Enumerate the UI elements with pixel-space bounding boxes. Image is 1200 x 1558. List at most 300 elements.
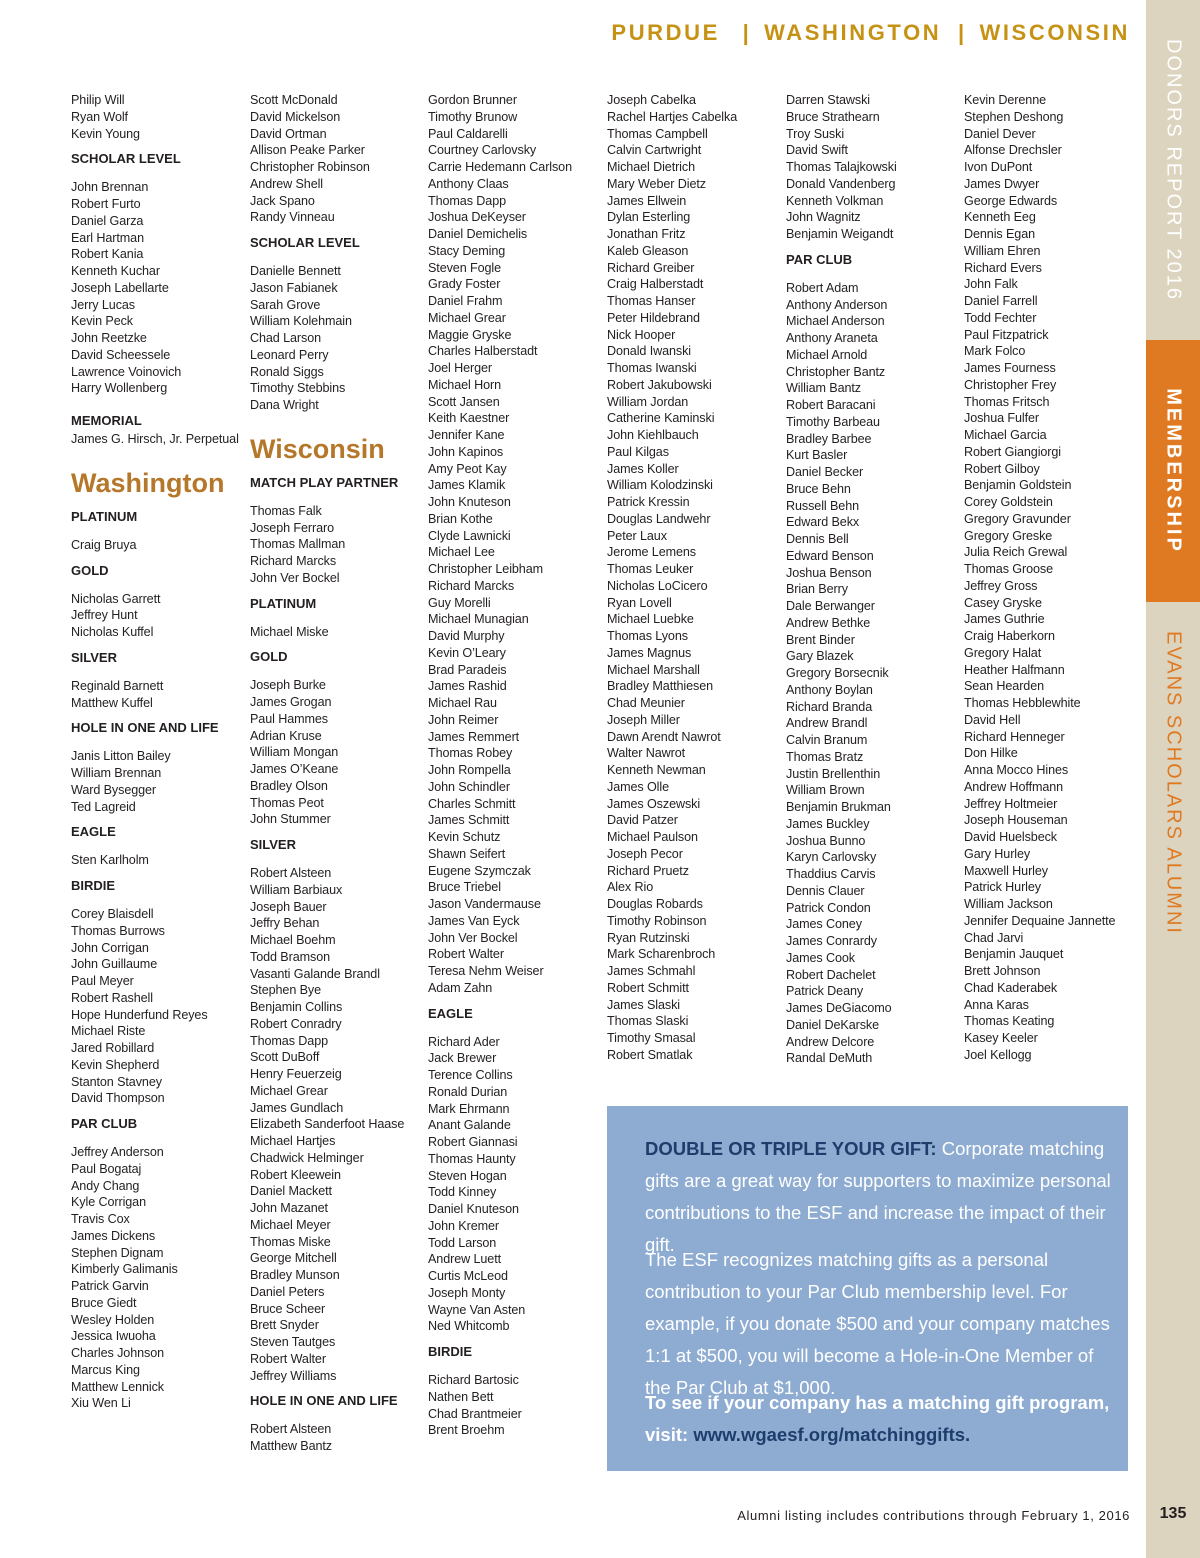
- donor-name: Patrick Condon: [786, 900, 871, 915]
- donor-name: Peter Laux: [607, 528, 667, 543]
- donor-name: Timothy Barbeau: [786, 414, 880, 429]
- donor-name: Catherine Kaminski: [607, 411, 715, 426]
- donor-name: James Gundlach: [250, 1100, 344, 1115]
- donor-name: John Falk: [964, 277, 1018, 292]
- donor-name: Janis Litton Bailey: [71, 749, 171, 764]
- page-header: [611, 20, 1130, 50]
- donor-name: Dennis Bell: [786, 532, 849, 546]
- donor-name: Kaleb Gleason: [607, 243, 689, 258]
- donor-name: Don Hilke: [964, 746, 1018, 761]
- donor-name: Kasey Keeler: [964, 1031, 1038, 1045]
- donor-name: Thomas Groose: [964, 562, 1053, 576]
- matching-gifts-link[interactable]: www.wgaesf.org/matchinggifts.: [693, 1424, 971, 1445]
- state-heading: Washington: [71, 467, 225, 498]
- donor-name: Robert Walter: [428, 947, 504, 962]
- donor-name: Joseph Burke: [250, 678, 326, 693]
- donor-name: Matthew Kuffel: [71, 695, 153, 710]
- donor-name: James Slaski: [607, 997, 680, 1012]
- donor-name: Stephen Bye: [250, 983, 322, 998]
- donor-name: John Knuteson: [428, 495, 511, 509]
- donor-name: Brian Kothe: [428, 511, 493, 526]
- donor-name: William Brown: [786, 783, 865, 798]
- donor-name: Christopher Leibham: [428, 562, 544, 576]
- matching-gift-callout: [607, 1106, 1128, 1471]
- donor-name: Thomas Leuker: [607, 562, 694, 576]
- donor-name: Kenneth Kuchar: [71, 264, 160, 278]
- donor-name: Ryan Lovell: [607, 595, 672, 610]
- donor-name: John Corrigan: [71, 940, 149, 955]
- donor-name: Joseph Bauer: [250, 899, 327, 914]
- donor-name: Anna Mocco Hines: [964, 763, 1069, 777]
- donor-name: Scott DuBoff: [250, 1050, 320, 1065]
- donor-name: Jennifer Dequaine Jannette: [964, 913, 1116, 928]
- donor-name: James Guthrie: [964, 612, 1045, 627]
- donor-name: Philip Will: [71, 93, 125, 107]
- donor-name: Troy Suski: [786, 126, 845, 141]
- donor-name: James Grogan: [250, 695, 332, 709]
- donor-name: George Mitchell: [250, 1251, 337, 1266]
- donor-name: Michael Anderson: [786, 314, 885, 329]
- donor-name: Donald Iwanski: [607, 344, 692, 359]
- donor-name: Corey Goldstein: [964, 495, 1053, 509]
- donor-name: Mary Weber Dietz: [607, 176, 706, 191]
- donor-name: Paul Fitzpatrick: [964, 327, 1049, 342]
- donor-name: Kevin O’Leary: [428, 645, 506, 660]
- donor-name: Chad Kaderabek: [964, 980, 1058, 995]
- donor-name: James Rashid: [428, 679, 507, 694]
- donor-name: Bradley Munson: [250, 1268, 340, 1282]
- donor-name: Paul Caldarelli: [428, 126, 508, 141]
- donor-name: Ward Bysegger: [71, 782, 157, 797]
- donor-name: Kevin Young: [71, 126, 140, 141]
- donor-name: Justin Brellenthin: [786, 766, 881, 781]
- donor-name: Benjamin Brukman: [786, 800, 891, 814]
- level-heading: EAGLE: [428, 1005, 473, 1021]
- donor-name: Sean Hearden: [964, 679, 1045, 694]
- donor-name: Robert Rashell: [71, 990, 153, 1005]
- page-number: 135: [1159, 1505, 1187, 1522]
- donor-name: Nicholas Kuffel: [71, 625, 154, 639]
- donor-name: Robert Kania: [71, 247, 144, 262]
- donor-name: Charles Schmitt: [428, 796, 516, 811]
- header-separator: |: [958, 20, 967, 45]
- donor-name: Heather Halfmann: [964, 662, 1065, 677]
- donor-name: Paul Kilgas: [607, 444, 669, 459]
- donor-name: Gordon Brunner: [428, 93, 517, 107]
- donor-name: Michael Boehm: [250, 933, 336, 947]
- donor-name: Richard Greiber: [607, 260, 695, 275]
- donor-name: Bradley Matthiesen: [607, 679, 714, 694]
- donor-name: Richard Evers: [964, 260, 1042, 275]
- donor-name: James Olle: [607, 779, 669, 794]
- donor-name: Robert Smatlak: [607, 1047, 693, 1062]
- donor-name: Randal DeMuth: [786, 1051, 873, 1066]
- donor-name: Anthony Boylan: [786, 682, 873, 697]
- donor-name: Jeffrey Williams: [250, 1368, 337, 1383]
- donor-name: James Fourness: [964, 361, 1056, 375]
- donor-name: Timothy Brunow: [428, 109, 518, 124]
- donor-name: William Ehren: [964, 243, 1041, 258]
- donor-name: Christopher Robinson: [250, 160, 370, 174]
- donor-name: Andrew Bethke: [786, 615, 871, 630]
- donor-name: James Klamik: [428, 478, 506, 493]
- donor-name: Michael Munagian: [428, 612, 529, 627]
- donor-name: Charles Johnson: [71, 1346, 165, 1360]
- donor-name: John Reimer: [428, 712, 499, 727]
- level-heading: HOLE IN ONE AND LIFE: [71, 720, 219, 736]
- donor-name: Thomas Haunty: [428, 1151, 516, 1166]
- donor-name: Matthew Lennick: [71, 1379, 165, 1394]
- donor-name: Ned Whitcomb: [428, 1319, 510, 1334]
- donor-name: Joseph Miller: [607, 712, 680, 727]
- donor-name: Curtis McLeod: [428, 1269, 508, 1283]
- donor-name: Amy Peot Kay: [428, 461, 507, 476]
- donor-name: David Huelsbeck: [964, 830, 1057, 844]
- donor-name: Richard Henneger: [964, 729, 1065, 744]
- donor-column: [71, 92, 241, 1412]
- donor-name: Thomas Hebblewhite: [964, 696, 1081, 710]
- donor-name: Andy Chang: [71, 1178, 140, 1193]
- donor-name: Robert Schmitt: [607, 980, 689, 995]
- donor-name: Nicholas Garrett: [71, 591, 161, 606]
- donor-name: William Barbiaux: [250, 882, 343, 897]
- level-heading: EAGLE: [71, 824, 116, 840]
- donor-name: Corey Blaisdell: [71, 907, 154, 921]
- donor-name: Bruce Giedt: [71, 1295, 137, 1310]
- donor-name: Timothy Robinson: [607, 913, 707, 928]
- donor-name: Dale Berwanger: [786, 599, 875, 613]
- level-heading: SCHOLAR LEVEL: [250, 235, 360, 250]
- donor-name: Gregory Borsecnik: [786, 666, 889, 680]
- donor-name: Jason Fabianek: [250, 280, 338, 295]
- donor-name: James Van Eyck: [428, 913, 520, 928]
- donor-column: [607, 92, 777, 1064]
- donor-name: Patrick Garvin: [71, 1279, 149, 1293]
- donor-name: Kenneth Eeg: [964, 210, 1036, 225]
- donor-name: Donald Vandenberg: [786, 176, 896, 191]
- donor-name: Peter Hildebrand: [607, 310, 700, 325]
- donor-name: Daniel Frahm: [428, 294, 503, 308]
- donor-name: Jeffry Behan: [250, 916, 320, 931]
- donor-name: Christopher Frey: [964, 377, 1057, 392]
- donor-name: Randy Vinneau: [250, 210, 335, 225]
- donor-name: Adam Zahn: [428, 980, 493, 995]
- donor-name: Sarah Grove: [250, 297, 321, 312]
- level-heading: HOLE IN ONE AND LIFE: [250, 1393, 398, 1409]
- donor-name: Hope Hunderfund Reyes: [71, 1007, 208, 1022]
- donor-name: Julia Reich Grewal: [964, 545, 1068, 560]
- donor-name: Kyle Corrigan: [71, 1195, 146, 1210]
- donor-name: Bruce Strathearn: [786, 109, 880, 124]
- donor-name: John Brennan: [71, 180, 149, 195]
- donor-name: Anthony Claas: [428, 176, 509, 191]
- donor-name: Steven Hogan: [428, 1168, 507, 1183]
- donor-name: Chadwick Helminger: [250, 1150, 364, 1165]
- donor-name: Jeffrey Hunt: [71, 608, 138, 623]
- donor-name: Michael Horn: [428, 377, 501, 392]
- donor-name: Craig Bruya: [71, 537, 137, 552]
- donor-name: Thomas Talajkowski: [786, 160, 897, 174]
- donor-name: Michael Meyer: [250, 1217, 331, 1232]
- donor-name: Calvin Cartwright: [607, 143, 702, 158]
- level-heading: MATCH PLAY PARTNER: [250, 474, 399, 490]
- donor-name: Gregory Greske: [964, 528, 1053, 543]
- donor-name: Casey Gryske: [964, 595, 1042, 610]
- side-tab-membership: [1146, 340, 1200, 602]
- donor-name: Bradley Barbee: [786, 431, 872, 446]
- donor-name: Bradley Olson: [250, 778, 328, 793]
- donor-name: David Mickelson: [250, 109, 341, 124]
- donor-name: Douglas Robards: [607, 897, 703, 911]
- donor-name: Christopher Bantz: [786, 364, 886, 379]
- donor-name: Shawn Seifert: [428, 846, 506, 861]
- donor-name: Stephen Dignam: [71, 1245, 164, 1260]
- donor-name: Daniel Farrell: [964, 294, 1038, 308]
- donor-name: Scott McDonald: [250, 93, 338, 107]
- donor-name: Patrick Kressin: [607, 495, 690, 509]
- donor-name: Kimberly Galimanis: [71, 1262, 178, 1277]
- donor-name: Michael Luebke: [607, 612, 694, 627]
- donor-name: Brett Johnson: [964, 964, 1041, 978]
- donor-name: Ronald Durian: [428, 1084, 508, 1099]
- donor-name: Karyn Carlovsky: [786, 850, 877, 865]
- donor-name: William Jackson: [964, 897, 1053, 911]
- donor-name: Jack Brewer: [428, 1051, 497, 1066]
- donor-name: Carrie Hedemann Carlson: [428, 160, 572, 174]
- donor-name: Paul Meyer: [71, 974, 134, 988]
- donor-name: Thomas Keating: [964, 1014, 1055, 1029]
- donor-name: Gary Blazek: [786, 649, 854, 664]
- donor-name: Chad Brantmeier: [428, 1406, 522, 1421]
- donor-name: Bruce Behn: [786, 481, 851, 496]
- donor-name: Daniel Knuteson: [428, 1202, 519, 1216]
- donor-name: Jared Robillard: [71, 1041, 155, 1055]
- donor-name: Benjamin Jauquet: [964, 947, 1064, 962]
- donor-name: Rachel Hartjes Cabelka: [607, 109, 738, 124]
- donor-name: Timothy Smasal: [607, 1031, 696, 1045]
- donor-name: Chad Larson: [250, 331, 322, 345]
- donor-name: Andrew Luett: [428, 1252, 502, 1267]
- donor-name: Robert Walter: [250, 1351, 326, 1366]
- donor-name: Robert Furto: [71, 197, 141, 211]
- side-tab-label: EVANS SCHOLARS ALUMNI: [1162, 631, 1185, 935]
- donor-name: Brad Paradeis: [428, 662, 507, 677]
- donor-name: Michael Paulson: [607, 830, 698, 844]
- level-heading: BIRDIE: [71, 878, 116, 893]
- donor-name: James Oszewski: [607, 796, 701, 811]
- donor-name: Joshua Benson: [786, 565, 872, 580]
- donor-name: John Kremer: [428, 1218, 499, 1233]
- level-heading: PLATINUM: [250, 595, 317, 611]
- donor-name: Gary Hurley: [964, 846, 1031, 861]
- donor-name: Michael Marshall: [607, 662, 700, 677]
- donor-name: Joseph Monty: [428, 1285, 506, 1300]
- donor-name: James Ellwein: [607, 193, 687, 208]
- donor-name: Joshua Fulfer: [964, 411, 1040, 426]
- callout-text: Corporate matching gifts are a great way for supporters to maximize personal contributions to the ESF and increase the impact of their gift.: [645, 1138, 1111, 1255]
- donor-name: Maggie Gryske: [428, 327, 512, 342]
- spacer: [71, 397, 241, 407]
- donor-name: James Dwyer: [964, 176, 1040, 191]
- donor-name: Robert Adam: [786, 280, 859, 295]
- donor-name: Robert Baracani: [786, 398, 876, 412]
- donor-name: Michael Grear: [428, 310, 506, 325]
- donor-name: Bruce Triebel: [428, 880, 501, 895]
- donor-name: Joel Kellogg: [964, 1047, 1032, 1062]
- donor-name: Richard Marcks: [428, 578, 515, 593]
- donor-name: Kurt Basler: [786, 448, 848, 463]
- donor-name: Grady Foster: [428, 277, 501, 292]
- donor-name: Robert Alsteen: [250, 866, 332, 880]
- donor-name: Thomas Falk: [250, 503, 322, 518]
- callout-paragraph: The ESF recognizes matching gifts as a personal contribution to your Par Club membership level. For example, if you donate $500 and your company matches 1:1 at $500, you will become a Hole-in-One Member of the Par Club at $1,000.: [645, 1249, 1110, 1398]
- donor-name: Stacy Deming: [428, 243, 506, 258]
- donor-name: Daniel Demichelis: [428, 227, 528, 241]
- donor-name: James Conrardy: [786, 934, 877, 948]
- donor-column: [786, 92, 956, 1067]
- donor-name: Thomas Robey: [428, 746, 513, 761]
- donor-name: Robert Conradry: [250, 1016, 342, 1031]
- donor-name: Nick Hooper: [607, 327, 676, 342]
- donor-name: Thomas Burrows: [71, 923, 165, 938]
- donor-name: Guy Morelli: [428, 595, 491, 610]
- donor-name: Reginald Barnett: [71, 678, 164, 693]
- donor-name: Thomas Miske: [250, 1234, 331, 1249]
- donor-name: Brent Binder: [786, 632, 855, 647]
- donor-name: Russell Behn: [786, 498, 860, 513]
- donor-name: Daniel Dever: [964, 126, 1036, 141]
- donor-name: Brett Snyder: [250, 1318, 319, 1333]
- donor-name: Charles Halberstadt: [428, 344, 538, 359]
- donor-name: Keith Kaestner: [428, 411, 510, 426]
- donor-name: Timothy Stebbins: [250, 381, 346, 396]
- donor-name: John Wagnitz: [786, 210, 861, 225]
- donor-name: Marcus King: [71, 1362, 140, 1377]
- donor-name: Mark Folco: [964, 344, 1026, 359]
- donor-name: Danielle Bennett: [250, 264, 341, 278]
- donor-name: William Jordan: [607, 394, 689, 409]
- donor-name: Vasanti Galande Brandl: [250, 966, 380, 981]
- donor-name: John Kapinos: [428, 444, 504, 459]
- donor-name: Richard Marcks: [250, 554, 337, 568]
- donor-name: Robert Giannasi: [428, 1135, 518, 1149]
- donor-name: Kevin Peck: [71, 314, 133, 329]
- donor-name: Joseph Labellarte: [71, 280, 169, 295]
- donor-name: Daniel DeKarske: [786, 1017, 879, 1032]
- donor-name: David Thompson: [71, 1091, 165, 1106]
- donor-name: Michael Miske: [250, 624, 329, 639]
- donor-name: Lawrence Voinovich: [71, 364, 182, 379]
- donor-name: Anant Galande: [428, 1118, 511, 1133]
- donor-name: David Swift: [786, 143, 848, 158]
- donor-name: Gregory Gravunder: [964, 511, 1071, 526]
- state-heading: Wisconsin: [250, 433, 385, 464]
- donor-name: Steven Tautges: [250, 1335, 336, 1349]
- level-heading: PLATINUM: [71, 508, 138, 524]
- donor-name: Joseph Cabelka: [607, 93, 696, 107]
- donor-name: Courtney Carlovsky: [428, 143, 537, 158]
- donor-name: Daniel Garza: [71, 213, 144, 228]
- donor-name: Edward Bekx: [786, 515, 860, 530]
- donor-name: Dennis Clauer: [786, 883, 865, 898]
- donor-name: Thomas Fritsch: [964, 394, 1050, 409]
- donor-name: John Stummer: [250, 812, 331, 827]
- donor-column: [964, 92, 1134, 1064]
- donor-name: William Kolehmain: [250, 314, 352, 329]
- side-tab-bar: [1146, 0, 1200, 1558]
- donor-name: James Cook: [786, 950, 855, 965]
- donor-name: Joseph Ferraro: [250, 520, 334, 535]
- donor-name: John Mazanet: [250, 1201, 328, 1215]
- donor-name: David Patzer: [607, 813, 678, 828]
- donor-name: Todd Kinney: [428, 1185, 497, 1200]
- level-heading: SILVER: [71, 649, 117, 665]
- donor-name: Chad Meunier: [607, 696, 685, 710]
- donor-name: Kenneth Volkman: [786, 193, 884, 208]
- side-tab-label: DONORS REPORT 2016: [1162, 38, 1185, 302]
- donor-name: Mark Ehrmann: [428, 1101, 510, 1116]
- donor-name: David Murphy: [428, 629, 505, 643]
- donor-name: Elizabeth Sanderfoot Haase: [250, 1117, 405, 1132]
- donor-name: Jason Vandermause: [428, 897, 541, 911]
- donor-name: James Remmert: [428, 729, 520, 744]
- donor-name: Michael Garcia: [964, 428, 1047, 442]
- donor-name: Ryan Rutzinski: [607, 930, 690, 945]
- donor-name: Craig Haberkorn: [964, 629, 1055, 643]
- donor-name: Jerry Lucas: [71, 297, 135, 312]
- donor-name: John Schindler: [428, 779, 510, 794]
- donor-name: James Coney: [786, 917, 862, 932]
- donor-name: Matthew Bantz: [250, 1439, 332, 1453]
- donor-name: William Brennan: [71, 766, 162, 780]
- donor-name: Todd Fechter: [964, 310, 1037, 325]
- donor-name: Jack Spano: [250, 193, 315, 208]
- donor-name: James Schmitt: [428, 813, 510, 828]
- callout-lead: DOUBLE OR TRIPLE YOUR GIFT:: [645, 1138, 937, 1159]
- donor-name: Robert Gilboy: [964, 461, 1040, 476]
- donor-name: Thomas Dapp: [428, 193, 506, 208]
- donor-name: David Hell: [964, 712, 1021, 727]
- donor-name: Patrick Deany: [786, 984, 864, 999]
- donor-name: Jeffrey Holtmeier: [964, 796, 1058, 811]
- donor-name: Richard Branda: [786, 699, 873, 714]
- donor-name: Jonathan Fritz: [607, 227, 686, 241]
- donor-name: Xiu Wen Li: [71, 1396, 131, 1411]
- donor-name: Michael Lee: [428, 545, 495, 560]
- donor-name: Calvin Branum: [786, 733, 868, 747]
- donor-name: George Edwards: [964, 193, 1058, 208]
- donor-name: Harry Wollenberg: [71, 381, 168, 396]
- donor-name: Wayne Van Asten: [428, 1302, 526, 1317]
- side-tab-donors-report: [1146, 0, 1200, 340]
- donor-name: Stanton Stavney: [71, 1074, 162, 1089]
- donor-name: James O’Keane: [250, 762, 339, 776]
- donor-name: Kevin Schutz: [428, 830, 501, 844]
- side-tab-evans-scholars-alumni: [1146, 602, 1200, 964]
- donor-name: Michael Hartjes: [250, 1134, 336, 1148]
- level-heading: PAR CLUB: [786, 251, 853, 267]
- donor-name: Wesley Holden: [71, 1312, 155, 1327]
- donor-name: Paul Bogataj: [71, 1161, 142, 1176]
- donor-name: Walter Nawrot: [607, 746, 686, 761]
- donor-name: Edward Benson: [786, 548, 874, 563]
- donor-name: Daniel Becker: [786, 465, 864, 479]
- donor-name: David Scheessele: [71, 347, 171, 362]
- donor-name: Adrian Kruse: [250, 728, 322, 743]
- donor-name: Jerome Lemens: [607, 545, 696, 560]
- header-separator: |: [742, 20, 752, 45]
- donor-name: William Mongan: [250, 745, 339, 760]
